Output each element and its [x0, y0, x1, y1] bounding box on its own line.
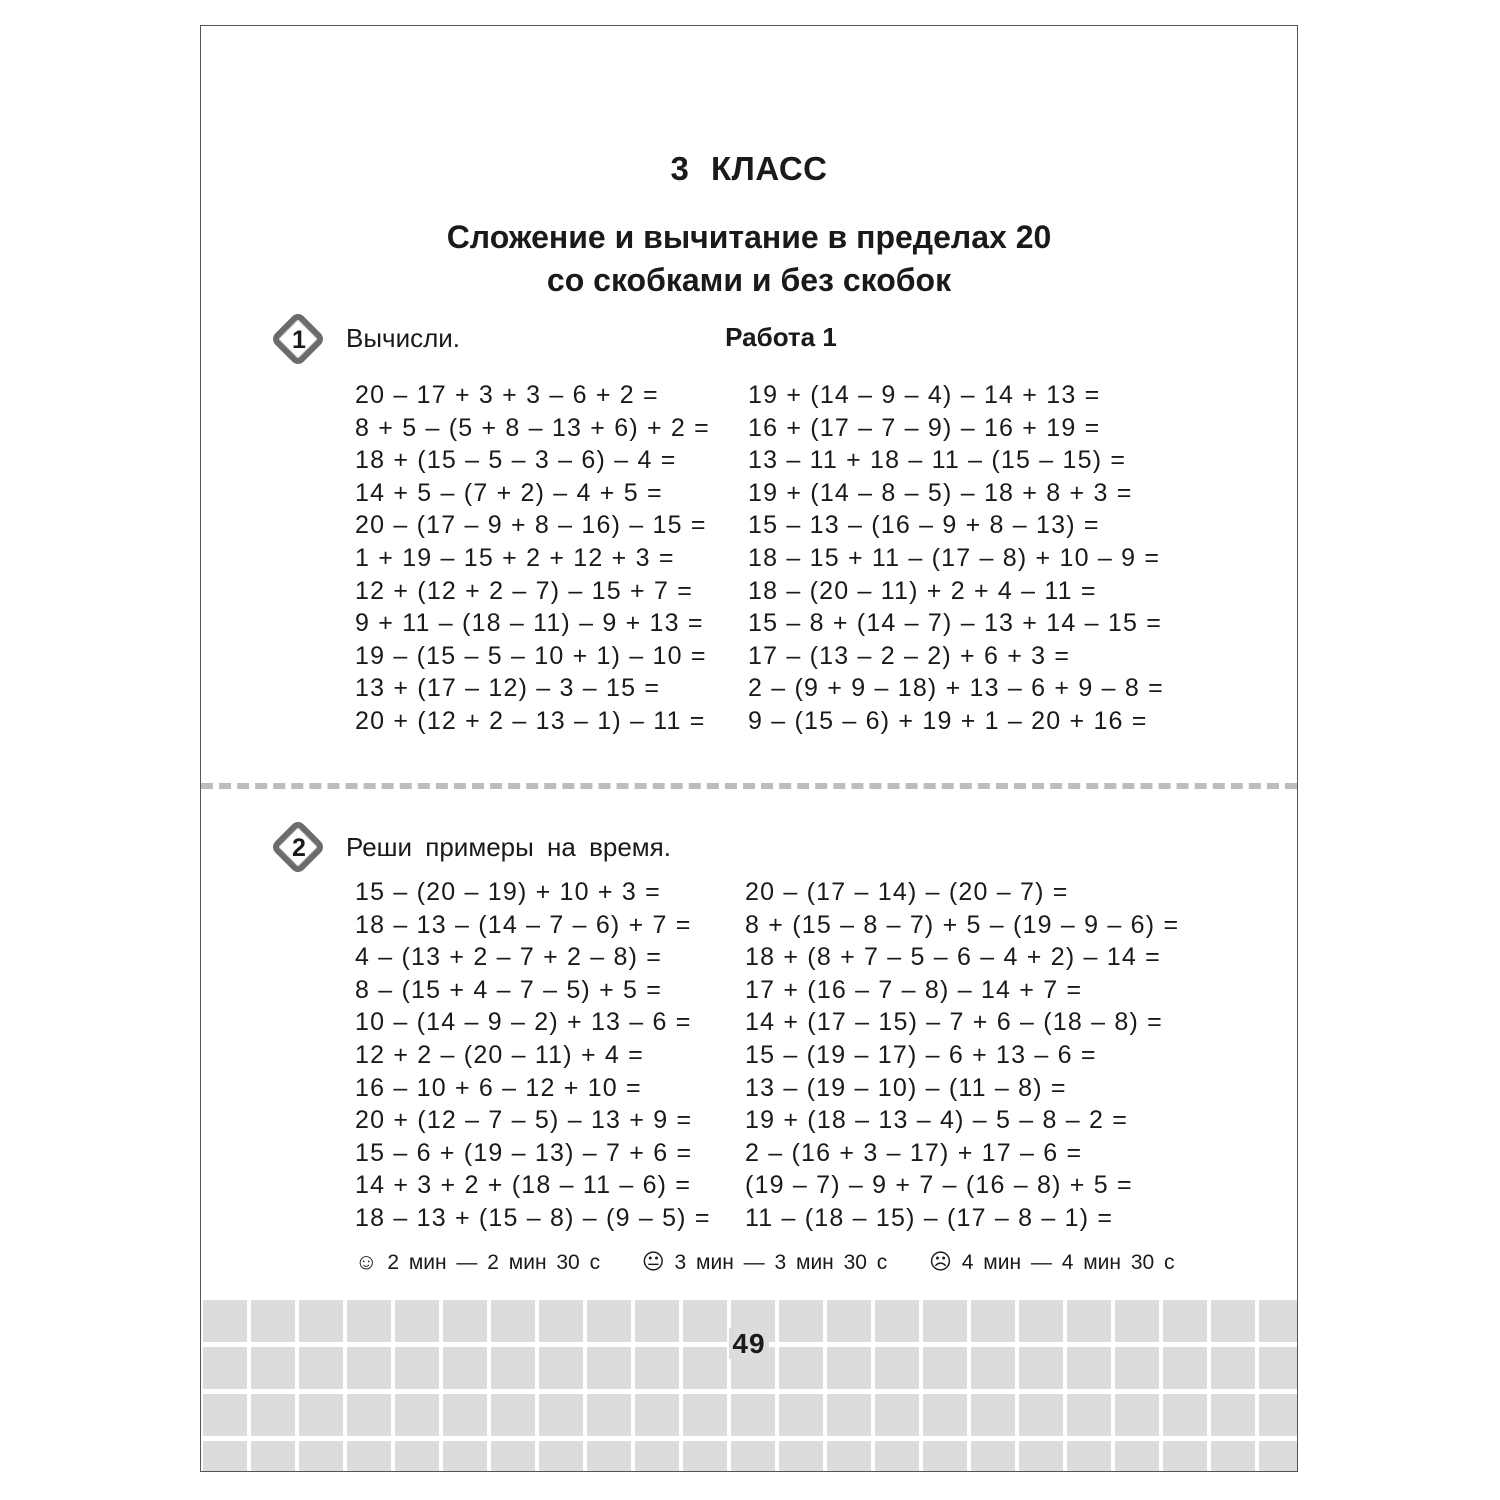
task1-right-expression: 16 + (17 – 7 – 9) – 16 + 19 = — [748, 413, 1101, 442]
timing-bad: 4 мин — 4 мин 30 с — [961, 1251, 1175, 1274]
grid-cell — [731, 1394, 775, 1436]
task1-left-expression: 14 + 5 – (7 + 2) – 4 + 5 = — [355, 478, 663, 507]
task2-left-expression: 16 – 10 + 6 – 12 + 10 = — [355, 1073, 642, 1102]
page-number — [201, 1328, 1297, 1360]
grid-cell — [923, 1441, 967, 1472]
grid-cell — [443, 1394, 487, 1436]
task2-left-expression: 12 + 2 – (20 – 11) + 4 = — [355, 1040, 644, 1069]
work-title: Работа 1 — [725, 322, 837, 352]
timing-legend — [355, 1249, 1175, 1275]
task1-left-expression: 12 + (12 + 2 – 7) – 15 + 7 = — [355, 576, 693, 605]
task1-left-expression: 20 – 17 + 3 + 3 – 6 + 2 = — [355, 381, 659, 409]
grid-cell — [203, 1394, 247, 1436]
grid-cell — [299, 1394, 343, 1436]
task1-right-expression: 17 – (13 – 2 – 2) + 6 + 3 = — [748, 641, 1071, 670]
grid-cell — [395, 1394, 439, 1436]
grid-cell — [779, 1394, 823, 1436]
grid-cell — [1259, 1394, 1298, 1436]
task1-right-expression: 9 – (15 – 6) + 19 + 1 – 20 + 16 = — [748, 706, 1148, 735]
grid-cell — [251, 1441, 295, 1472]
task-2-left-column — [355, 876, 711, 1235]
grid-cell — [1211, 1394, 1255, 1436]
grid-cell — [347, 1394, 391, 1436]
task2-right-expression: 17 + (16 – 7 – 8) – 14 + 7 = — [745, 975, 1083, 1004]
task2-right-expression: 8 + (15 – 8 – 7) + 5 – (19 – 9 – 6) = — [745, 910, 1180, 939]
frown-icon: ☹ — [929, 1249, 952, 1274]
workbook-page — [200, 25, 1298, 1472]
task-1-right-column — [748, 379, 1164, 738]
grid-cell — [587, 1441, 631, 1472]
task2-right-expression: 18 + (8 + 7 – 5 – 6 – 4 + 2) – 14 = — [745, 943, 1161, 972]
task2-right-expression: 14 + (17 – 15) – 7 + 6 – (18 – 8) = — [745, 1008, 1163, 1037]
task1-left-expression: 8 + 5 – (5 + 8 – 13 + 6) + 2 = — [355, 413, 710, 442]
task-2-right-column — [745, 876, 1179, 1235]
task2-left-expression: 18 – 13 + (15 – 8) – (9 – 5) = — [355, 1203, 711, 1232]
grid-cell — [1115, 1441, 1159, 1472]
task1-left-expression: 20 + (12 + 2 – 13 – 1) – 11 = — [355, 706, 706, 735]
task2-left-expression: 10 – (14 – 9 – 2) + 13 – 6 = — [355, 1008, 692, 1037]
task1-right-expression: 13 – 11 + 18 – 11 – (15 – 15) = — [748, 446, 1127, 475]
grid-cell — [347, 1441, 391, 1472]
timing-good: 2 мин — 2 мин 30 с — [387, 1251, 601, 1274]
grid-cell — [1259, 1441, 1298, 1472]
grid-cell — [875, 1441, 919, 1472]
grid-cell — [683, 1394, 727, 1436]
page-number-text: 49 — [729, 1328, 768, 1359]
grid-cell — [395, 1441, 439, 1472]
grid-cell — [635, 1441, 679, 1472]
task1-right-expression: 19 + (14 – 8 – 5) – 18 + 8 + 3 = — [748, 478, 1133, 507]
task1-left-expression: 9 + 11 – (18 – 11) – 9 + 13 = — [355, 609, 704, 638]
task2-right-expression: 11 – (18 – 15) – (17 – 8 – 1) = — [745, 1203, 1114, 1232]
task-1-badge — [267, 308, 331, 372]
task-1-left-column — [355, 379, 710, 738]
grade-title: 3 КЛАСС — [670, 150, 828, 187]
task1-right-expression: 2 – (9 + 9 – 18) + 13 – 6 + 9 – 8 = — [748, 674, 1164, 703]
task2-right-expression: 20 – (17 – 14) – (20 – 7) = — [745, 878, 1069, 906]
grid-cell — [491, 1394, 535, 1436]
topic-title — [201, 216, 1297, 302]
grid-cell — [491, 1441, 535, 1472]
task2-left-expression: 18 – 13 – (14 – 7 – 6) + 7 = — [355, 910, 692, 939]
task2-right-expression: 19 + (18 – 13 – 4) – 5 – 8 – 2 = — [745, 1106, 1129, 1135]
task1-right-expression: 19 + (14 – 9 – 4) – 14 + 13 = — [748, 381, 1101, 409]
task1-right-expression: 15 – 13 – (16 – 9 + 8 – 13) = — [748, 511, 1100, 540]
task-2-instruction: Реши примеры на время. — [346, 832, 671, 862]
grid-cell — [443, 1441, 487, 1472]
grid-cell — [731, 1441, 775, 1472]
topic-line-2: со скобками и без скобок — [546, 262, 952, 298]
task2-right-expression: 2 – (16 + 3 – 17) + 17 – 6 = — [745, 1138, 1083, 1167]
grid-cell — [971, 1441, 1015, 1472]
task1-left-expression: 13 + (17 – 12) – 3 – 15 = — [355, 674, 661, 703]
task1-right-expression: 18 – 15 + 11 – (17 – 8) + 10 – 9 = — [748, 543, 1161, 572]
grid-cell — [875, 1394, 919, 1436]
grid-cell — [971, 1394, 1015, 1436]
grid-cell — [1163, 1394, 1207, 1436]
timing-ok: 3 мин — 3 мин 30 с — [674, 1251, 888, 1274]
grid-cell — [923, 1394, 967, 1436]
grid-cell — [539, 1394, 583, 1436]
neutral-face-icon: 😐 — [641, 1249, 665, 1274]
task2-left-expression: 20 + (12 – 7 – 5) – 13 + 9 = — [355, 1106, 693, 1135]
grid-cell — [635, 1394, 679, 1436]
grid-cell — [827, 1394, 871, 1436]
dashed-divider — [201, 783, 1297, 789]
task-1-number: 1 — [292, 326, 306, 354]
task1-left-expression: 20 – (17 – 9 + 8 – 16) – 15 = — [355, 511, 707, 540]
grid-cell — [779, 1441, 823, 1472]
grid-cell — [683, 1441, 727, 1472]
grid-cell — [1163, 1441, 1207, 1472]
grid-footer — [201, 1300, 1297, 1472]
task2-left-expression: 14 + 3 + 2 + (18 – 11 – 6) = — [355, 1171, 692, 1200]
grid-cell — [1211, 1441, 1255, 1472]
task2-right-expression: (19 – 7) – 9 + 7 – (16 – 8) + 5 = — [745, 1171, 1133, 1200]
grid-cell — [251, 1394, 295, 1436]
smile-icon: ☺ — [355, 1249, 378, 1274]
grid-cell — [587, 1394, 631, 1436]
task2-left-expression: 8 – (15 + 4 – 7 – 5) + 5 = — [355, 975, 663, 1004]
task2-left-expression: 4 – (13 + 2 – 7 + 2 – 8) = — [355, 943, 663, 972]
grid-cell — [827, 1441, 871, 1472]
task1-left-expression: 1 + 19 – 15 + 2 + 12 + 3 = — [355, 543, 675, 572]
grid-cell — [1019, 1394, 1063, 1436]
grid-cell — [299, 1441, 343, 1472]
grid-cell — [203, 1441, 247, 1472]
task1-right-expression: 18 – (20 – 11) + 2 + 4 – 11 = — [748, 576, 1097, 605]
task-2-number: 2 — [292, 834, 306, 862]
task1-right-expression: 15 – 8 + (14 – 7) – 13 + 14 – 15 = — [748, 609, 1163, 638]
task-1-instruction: Вычисли. — [346, 323, 461, 353]
grid-cell — [1019, 1441, 1063, 1472]
task2-left-expression: 15 – 6 + (19 – 13) – 7 + 6 = — [355, 1138, 693, 1167]
task2-right-expression: 13 – (19 – 10) – (11 – 8) = — [745, 1073, 1067, 1102]
task2-left-expression: 15 – (20 – 19) + 10 + 3 = — [355, 878, 661, 906]
task1-left-expression: 18 + (15 – 5 – 3 – 6) – 4 = — [355, 446, 677, 475]
grid-cell — [1067, 1394, 1111, 1436]
task1-left-expression: 19 – (15 – 5 – 10 + 1) – 10 = — [355, 641, 707, 670]
task-2-badge — [267, 816, 331, 880]
topic-line-1: Сложение и вычитание в пределах 20 — [446, 219, 1052, 255]
grid-cell — [1067, 1441, 1111, 1472]
grid-cell — [1115, 1394, 1159, 1436]
grid-cell — [539, 1441, 583, 1472]
task2-right-expression: 15 – (19 – 17) – 6 + 13 – 6 = — [745, 1040, 1097, 1069]
